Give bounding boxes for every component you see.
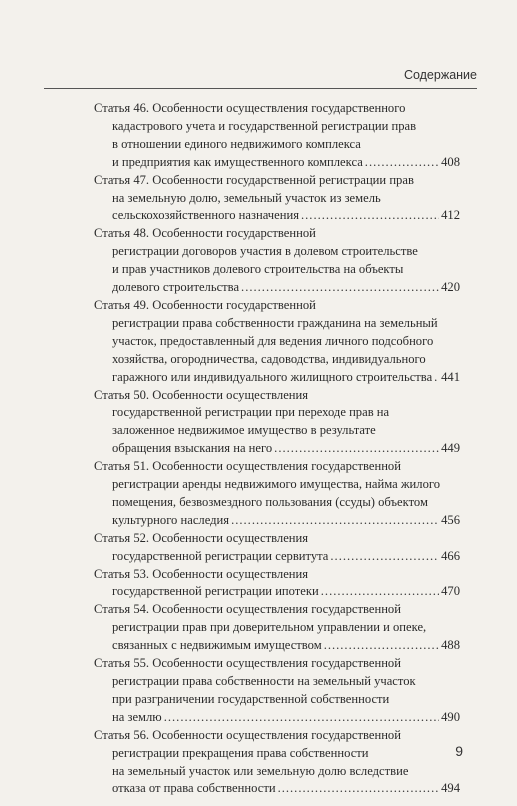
dot-leader xyxy=(274,440,439,458)
toc-page-number: 449 xyxy=(441,441,460,456)
toc-entry-line: регистрации аренды недвижимого имущества, найма жилого xyxy=(112,477,441,492)
toc-entry-line: регистрации прав при доверительном управлении и опеке, xyxy=(112,620,427,635)
toc-entry-last-line xyxy=(94,512,460,530)
toc-entry-title: Статья 54. Особенности осуществления государственной xyxy=(94,602,401,617)
toc-entry-line: и предприятия как имущественного комплекса xyxy=(112,154,363,169)
toc-entry-line: государственной регистрации при переходе прав на xyxy=(112,405,390,420)
toc-entry-line: сельскохозяйственного назначения xyxy=(112,208,299,223)
toc-entry-line: на земельный участок или земельную долю вследствие xyxy=(112,763,409,778)
toc-page-number: 420 xyxy=(441,280,460,295)
toc-entry xyxy=(94,225,460,297)
toc-entry-title: Статья 49. Особенности государственной xyxy=(94,297,316,312)
toc-entry-title: Статья 48. Особенности государственной xyxy=(94,226,316,241)
header-rule xyxy=(44,88,477,89)
toc-page-number: 470 xyxy=(441,584,460,599)
toc-entry-line: государственной регистрации сервитута xyxy=(112,548,329,563)
toc-entry-line: долевого строительства xyxy=(112,280,240,295)
toc-entry xyxy=(94,458,460,530)
toc-page-number: 412 xyxy=(441,208,460,223)
toc-entry-last-line xyxy=(94,548,460,566)
toc-entry-last-line xyxy=(94,583,460,601)
page-number: 9 xyxy=(455,743,463,759)
toc-entry-line: обращения взыскания на него xyxy=(112,441,273,456)
dot-leader xyxy=(330,548,439,566)
toc-page-number: 466 xyxy=(441,548,460,563)
toc-entry xyxy=(94,601,460,655)
dot-leader xyxy=(278,780,440,798)
toc-entry-line: регистрации прекращения права собственности xyxy=(112,745,369,760)
toc-entry-title: Статья 55. Особенности осуществления государственной xyxy=(94,656,401,671)
dot-leader xyxy=(321,583,439,601)
dot-leader xyxy=(241,279,439,297)
dot-leader xyxy=(164,709,439,727)
toc-entry-last-line xyxy=(94,637,460,655)
toc-entry-line: на землю xyxy=(112,709,162,724)
toc-entry-line: государственной регистрации ипотеки xyxy=(112,584,319,599)
toc-entry xyxy=(94,727,460,799)
toc-entry xyxy=(94,566,460,602)
toc-entry xyxy=(94,100,460,172)
dot-leader xyxy=(365,154,439,172)
toc-page-number: 408 xyxy=(441,154,460,169)
toc-page-number: 456 xyxy=(441,512,460,527)
toc-entry-title: Статья 52. Особенности осуществления xyxy=(94,530,309,545)
dot-leader xyxy=(434,369,439,387)
toc-entry-title: Статья 50. Особенности осуществления xyxy=(94,387,309,402)
toc-entry-title: Статья 51. Особенности осуществления государственной xyxy=(94,459,401,474)
toc-entry-line: регистрации договоров участия в долевом строительстве xyxy=(112,244,418,259)
toc-entry-line: культурного наследия xyxy=(112,512,230,527)
toc-entry-line: связанных с недвижимым имуществом xyxy=(112,638,322,653)
toc-entry-line: участок, предоставленный для ведения личного подсобного xyxy=(112,333,434,348)
toc-page-number: 490 xyxy=(441,709,460,724)
toc-entry xyxy=(94,655,460,727)
toc-entry-last-line xyxy=(94,154,460,172)
toc-entry xyxy=(94,387,460,459)
toc-entry-last-line xyxy=(94,207,460,225)
toc-entry-line: гаражного или индивидуального жилищного строительства xyxy=(112,369,433,384)
toc-entry xyxy=(94,172,460,226)
toc-page-number: 441 xyxy=(441,369,460,384)
table-of-contents xyxy=(94,100,460,798)
toc-entry-line: регистрации права собственности на земельный участок xyxy=(112,674,416,688)
toc-entry-title: Статья 56. Особенности осуществления государственной xyxy=(94,727,401,742)
toc-entry-line: при разграничении государственной собственности xyxy=(112,691,390,706)
toc-entry-line: и прав участников долевого строительства на объекты xyxy=(112,262,404,277)
toc-entry xyxy=(94,297,460,387)
toc-entry-last-line xyxy=(94,780,460,798)
toc-entry-line: помещения, безвозмездного пользования (ссуды) объектом xyxy=(112,494,428,509)
toc-entry-title: Статья 47. Особенности государственной регистрации прав xyxy=(94,172,414,187)
toc-page-number: 488 xyxy=(441,638,460,653)
toc-entry xyxy=(94,530,460,566)
toc-entry-line: кадастрового учета и государственной регистрации прав xyxy=(112,118,417,133)
toc-entry-last-line xyxy=(94,279,460,297)
dot-leader xyxy=(324,637,439,655)
toc-entry-line: отказа от права собственности xyxy=(112,781,276,796)
toc-entry-last-line xyxy=(94,709,460,727)
toc-entry-last-line xyxy=(94,440,460,458)
toc-entry-line: регистрации права собственности гражданина на земельный xyxy=(112,315,438,330)
toc-entry-line: в отношении единого недвижимого комплекса xyxy=(112,136,361,151)
toc-entry-title: Статья 53. Особенности осуществления xyxy=(94,566,309,581)
toc-entry-title: Статья 46. Особенности осуществления государственного xyxy=(94,101,406,115)
dot-leader xyxy=(301,207,439,225)
running-header: Содержание xyxy=(403,68,477,82)
toc-entry-last-line xyxy=(94,369,460,387)
toc-entry-line: на земельную долю, земельный участок из земель xyxy=(112,190,381,205)
toc-entry-line: заложенное недвижимое имущество в результате xyxy=(112,423,376,438)
toc-entry-line: хозяйства, огородничества, садоводства, индивидуального xyxy=(112,351,426,366)
toc-page-number: 494 xyxy=(441,781,460,796)
dot-leader xyxy=(231,512,439,530)
